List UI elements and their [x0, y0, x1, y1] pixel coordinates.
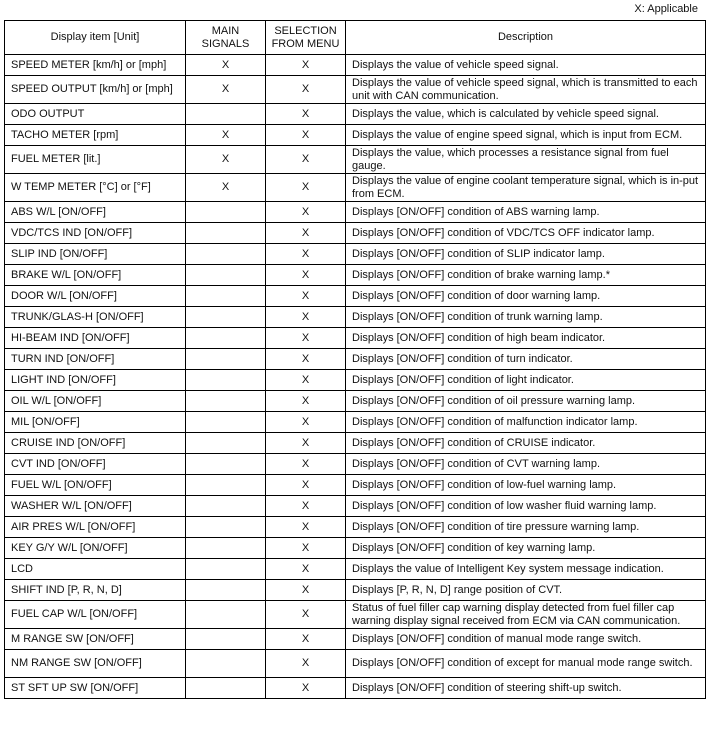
main-signals-cell — [186, 286, 266, 307]
description-cell: Displays [ON/OFF] condition of high beam indicator. — [346, 328, 706, 349]
main-signals-cell — [186, 265, 266, 286]
selection-from-menu-cell: X — [266, 454, 346, 475]
selection-from-menu-cell: X — [266, 328, 346, 349]
description-cell: Displays [ON/OFF] condition of steering shift-up switch. — [346, 678, 706, 699]
main-signals-cell: X — [186, 55, 266, 76]
table-row — [5, 174, 706, 202]
display-item-cell: ODO OUTPUT — [5, 104, 186, 125]
table-row — [5, 202, 706, 223]
description-cell: Displays the value of vehicle speed signal, which is transmitted to each unit with CAN communication. — [346, 76, 706, 104]
main-signals-cell — [186, 475, 266, 496]
table-row — [5, 370, 706, 391]
table-row — [5, 55, 706, 76]
main-signals-cell — [186, 223, 266, 244]
header-main-signals: MAIN SIGNALS — [186, 21, 266, 55]
description-cell: Displays [ON/OFF] condition of low washer fluid warning lamp. — [346, 496, 706, 517]
display-item-cell: ST SFT UP SW [ON/OFF] — [5, 678, 186, 699]
display-item-cell: ABS W/L [ON/OFF] — [5, 202, 186, 223]
display-item-cell: AIR PRES W/L [ON/OFF] — [5, 517, 186, 538]
table-row — [5, 678, 706, 699]
selection-from-menu-cell: X — [266, 391, 346, 412]
selection-from-menu-cell: X — [266, 629, 346, 650]
table-row — [5, 146, 706, 174]
table-row — [5, 475, 706, 496]
table-row — [5, 538, 706, 559]
description-cell: Status of fuel filler cap warning display detected from fuel filler cap warning display signal received from ECM via CAN communication. — [346, 601, 706, 629]
display-item-cell: KEY G/Y W/L [ON/OFF] — [5, 538, 186, 559]
display-item-cell: TRUNK/GLAS-H [ON/OFF] — [5, 307, 186, 328]
display-item-cell: M RANGE SW [ON/OFF] — [5, 629, 186, 650]
selection-from-menu-cell: X — [266, 559, 346, 580]
description-cell: Displays [ON/OFF] condition of light indicator. — [346, 370, 706, 391]
selection-from-menu-cell: X — [266, 125, 346, 146]
description-cell: Displays [P, R, N, D] range position of CVT. — [346, 580, 706, 601]
selection-from-menu-cell: X — [266, 307, 346, 328]
description-cell: Displays [ON/OFF] condition of low-fuel warning lamp. — [346, 475, 706, 496]
display-item-cell: SHIFT IND [P, R, N, D] — [5, 580, 186, 601]
selection-from-menu-cell: X — [266, 244, 346, 265]
table-body — [5, 55, 706, 699]
selection-from-menu-cell: X — [266, 174, 346, 202]
selection-from-menu-cell: X — [266, 223, 346, 244]
display-item-cell: CRUISE IND [ON/OFF] — [5, 433, 186, 454]
selection-from-menu-cell: X — [266, 538, 346, 559]
applicable-legend: X: Applicable — [634, 3, 698, 15]
display-item-cell: FUEL METER [lit.] — [5, 146, 186, 174]
selection-from-menu-cell: X — [266, 55, 346, 76]
table-row — [5, 454, 706, 475]
main-signals-cell — [186, 307, 266, 328]
main-signals-cell — [186, 412, 266, 433]
main-signals-cell — [186, 580, 266, 601]
selection-from-menu-cell: X — [266, 202, 346, 223]
display-item-cell: WASHER W/L [ON/OFF] — [5, 496, 186, 517]
description-cell: Displays the value, which processes a resistance signal from fuel gauge. — [346, 146, 706, 174]
display-item-cell: NM RANGE SW [ON/OFF] — [5, 650, 186, 678]
display-item-cell: HI-BEAM IND [ON/OFF] — [5, 328, 186, 349]
table-row — [5, 286, 706, 307]
main-signals-cell: X — [186, 174, 266, 202]
display-item-cell: DOOR W/L [ON/OFF] — [5, 286, 186, 307]
display-item-cell: SLIP IND [ON/OFF] — [5, 244, 186, 265]
display-item-cell: OIL W/L [ON/OFF] — [5, 391, 186, 412]
display-item-cell: LIGHT IND [ON/OFF] — [5, 370, 186, 391]
description-cell: Displays [ON/OFF] condition of tire pressure warning lamp. — [346, 517, 706, 538]
header-description: Description — [346, 21, 706, 55]
selection-from-menu-cell: X — [266, 580, 346, 601]
display-item-cell: FUEL W/L [ON/OFF] — [5, 475, 186, 496]
table-row — [5, 580, 706, 601]
description-cell: Displays [ON/OFF] condition of key warning lamp. — [346, 538, 706, 559]
selection-from-menu-cell: X — [266, 601, 346, 629]
display-item-cell: LCD — [5, 559, 186, 580]
table-row — [5, 601, 706, 629]
main-signals-cell — [186, 559, 266, 580]
table-row — [5, 104, 706, 125]
table-row — [5, 433, 706, 454]
description-cell: Displays [ON/OFF] condition of turn indicator. — [346, 349, 706, 370]
description-cell: Displays [ON/OFF] condition of trunk warning lamp. — [346, 307, 706, 328]
table-row — [5, 265, 706, 286]
display-item-cell: BRAKE W/L [ON/OFF] — [5, 265, 186, 286]
main-signals-cell — [186, 370, 266, 391]
selection-from-menu-cell: X — [266, 76, 346, 104]
selection-from-menu-cell: X — [266, 412, 346, 433]
description-cell: Displays the value of vehicle speed signal. — [346, 55, 706, 76]
table-row — [5, 412, 706, 433]
selection-from-menu-cell: X — [266, 349, 346, 370]
description-cell: Displays [ON/OFF] condition of manual mode range switch. — [346, 629, 706, 650]
table-row — [5, 307, 706, 328]
selection-from-menu-cell: X — [266, 496, 346, 517]
table-row — [5, 517, 706, 538]
description-cell: Displays [ON/OFF] condition of VDC/TCS OFF indicator lamp. — [346, 223, 706, 244]
table-row — [5, 650, 706, 678]
description-cell: Displays [ON/OFF] condition of CVT warning lamp. — [346, 454, 706, 475]
description-cell: Displays [ON/OFF] condition of SLIP indicator lamp. — [346, 244, 706, 265]
display-item-cell: SPEED METER [km/h] or [mph] — [5, 55, 186, 76]
selection-from-menu-cell: X — [266, 370, 346, 391]
description-cell: Displays [ON/OFF] condition of except for manual mode range switch. — [346, 650, 706, 678]
main-signals-cell: X — [186, 146, 266, 174]
description-cell: Displays [ON/OFF] condition of brake warning lamp.* — [346, 265, 706, 286]
table-row — [5, 391, 706, 412]
selection-from-menu-cell: X — [266, 650, 346, 678]
main-signals-cell — [186, 517, 266, 538]
selection-from-menu-cell: X — [266, 678, 346, 699]
description-cell: Displays [ON/OFF] condition of oil pressure warning lamp. — [346, 391, 706, 412]
table-row — [5, 496, 706, 517]
table-row — [5, 328, 706, 349]
description-cell: Displays [ON/OFF] condition of malfunction indicator lamp. — [346, 412, 706, 433]
header-display-item: Display item [Unit] — [5, 21, 186, 55]
display-item-cell: CVT IND [ON/OFF] — [5, 454, 186, 475]
description-cell: Displays [ON/OFF] condition of door warning lamp. — [346, 286, 706, 307]
main-signals-cell — [186, 678, 266, 699]
selection-from-menu-cell: X — [266, 286, 346, 307]
main-signals-cell — [186, 104, 266, 125]
main-signals-cell — [186, 538, 266, 559]
table-header-row — [5, 21, 706, 55]
description-cell: Displays the value of Intelligent Key system message indication. — [346, 559, 706, 580]
display-item-cell: VDC/TCS IND [ON/OFF] — [5, 223, 186, 244]
main-signals-cell — [186, 433, 266, 454]
display-item-cell: TACHO METER [rpm] — [5, 125, 186, 146]
table-row — [5, 559, 706, 580]
main-signals-cell — [186, 328, 266, 349]
table-row — [5, 223, 706, 244]
main-signals-cell: X — [186, 125, 266, 146]
description-cell: Displays the value, which is calculated by vehicle speed signal. — [346, 104, 706, 125]
main-signals-cell — [186, 391, 266, 412]
display-item-cell: FUEL CAP W/L [ON/OFF] — [5, 601, 186, 629]
description-cell: Displays [ON/OFF] condition of ABS warning lamp. — [346, 202, 706, 223]
display-item-table — [4, 20, 706, 699]
selection-from-menu-cell: X — [266, 475, 346, 496]
main-signals-cell: X — [186, 76, 266, 104]
selection-from-menu-cell: X — [266, 433, 346, 454]
table-row — [5, 76, 706, 104]
display-item-cell: SPEED OUTPUT [km/h] or [mph] — [5, 76, 186, 104]
header-selection-from-menu: SELECTION FROM MENU — [266, 21, 346, 55]
table-row — [5, 349, 706, 370]
main-signals-cell — [186, 601, 266, 629]
selection-from-menu-cell: X — [266, 146, 346, 174]
main-signals-cell — [186, 629, 266, 650]
main-signals-cell — [186, 454, 266, 475]
main-signals-cell — [186, 244, 266, 265]
description-cell: Displays the value of engine coolant temperature signal, which is in-put from ECM. — [346, 174, 706, 202]
table-row — [5, 629, 706, 650]
main-signals-cell — [186, 349, 266, 370]
description-cell: Displays the value of engine speed signal, which is input from ECM. — [346, 125, 706, 146]
main-signals-cell — [186, 496, 266, 517]
main-signals-cell — [186, 650, 266, 678]
selection-from-menu-cell: X — [266, 517, 346, 538]
main-signals-cell — [186, 202, 266, 223]
display-item-cell: TURN IND [ON/OFF] — [5, 349, 186, 370]
table-row — [5, 244, 706, 265]
display-item-cell: MIL [ON/OFF] — [5, 412, 186, 433]
table-row — [5, 125, 706, 146]
selection-from-menu-cell: X — [266, 104, 346, 125]
display-item-cell: W TEMP METER [°C] or [°F] — [5, 174, 186, 202]
selection-from-menu-cell: X — [266, 265, 346, 286]
description-cell: Displays [ON/OFF] condition of CRUISE indicator. — [346, 433, 706, 454]
